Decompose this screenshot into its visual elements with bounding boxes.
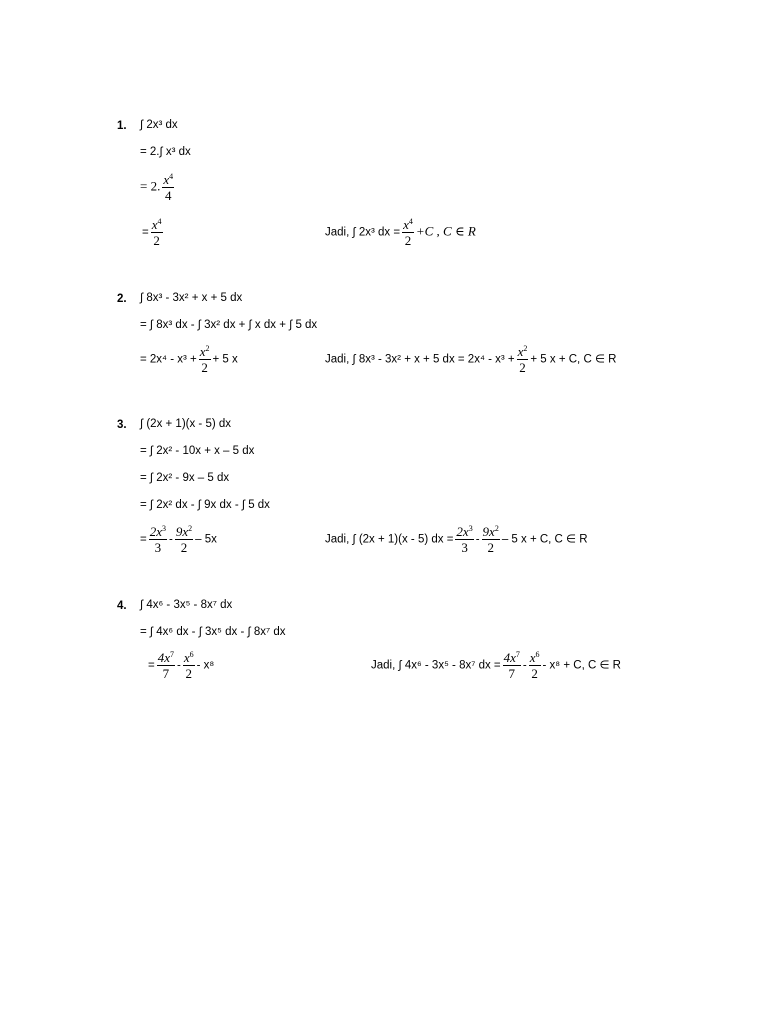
solution-step: = 2x⁴ - x³ + $\frac{x^2}{2}$ + 5 x	[140, 344, 238, 375]
problem-question: ∫ 4x⁶ - 3x⁵ - 8x⁷ dx	[140, 599, 233, 611]
fraction: $\frac{x^4}{2}$	[403, 217, 413, 248]
solution-step: = ∫ 2x² dx - ∫ 9x dx - ∫ 5 dx	[140, 499, 270, 511]
problem-question: ∫ 8x³ - 3x² + x + 5 dx	[140, 292, 243, 304]
solution-step: = 2. $\frac{x^4}{4}$	[140, 172, 174, 203]
solution-step: = ∫ 8x³ dx - ∫ 3x² dx + ∫ x dx + ∫ 5 dx	[140, 319, 318, 331]
fraction: $\frac{4x^7}{7}$	[157, 650, 174, 681]
conclusion: Jadi, ∫ 2x³ dx = $\frac{x^4}{2}$ +C , C ∈ R	[325, 217, 476, 248]
fraction: $\frac{x^2}{2}$	[199, 344, 210, 375]
solution-step: = $\frac{4x^7}{7}$ - $\frac{x^6}{2}$ - x⁸	[148, 650, 215, 681]
solution-step: = 2.∫ x³ dx	[140, 146, 191, 158]
solution-step: = ∫ 2x² - 9x – 5 dx	[140, 472, 230, 484]
fraction: $\frac{x^4}{2}$	[151, 217, 162, 248]
problem-number: 3.	[117, 419, 127, 431]
problem-number: 1.	[117, 120, 127, 132]
fraction: $\frac{2x^3}{3}$	[456, 524, 473, 555]
fraction: $\frac{x^6}{2}$	[529, 650, 540, 681]
problem-question: ∫ (2x + 1)(x - 5) dx	[140, 418, 232, 430]
solution-step: = ∫ 4x⁶ dx - ∫ 3x⁵ dx - ∫ 8x⁷ dx	[140, 626, 286, 638]
fraction: $\frac{x^2}{2}$	[517, 344, 528, 375]
fraction: $\frac{x^6}{2}$	[183, 650, 194, 681]
fraction: $\frac{9x^2}{2}$	[175, 524, 193, 555]
fraction: $\frac{9x^2}{2}$	[482, 524, 499, 555]
problem-number: 2.	[117, 293, 127, 305]
solution-step: = ∫ 2x² - 10x + x – 5 dx	[140, 445, 255, 457]
fraction: $\frac{x^4}{4}$	[163, 172, 174, 203]
conclusion: Jadi, ∫ 4x⁶ - 3x⁵ - 8x⁷ dx = $\frac{4x^7}{7}$ - $\frac{x^6}{2}$ - x⁸ + C, C ∈ R	[371, 650, 621, 681]
conclusion: Jadi, ∫ (2x + 1)(x - 5) dx = $\frac{2x^3}{3}$ - $\frac{9x^2}{2}$ – 5 x + C, C ∈ R	[325, 524, 588, 555]
fraction: $\frac{2x^3}{3}$	[149, 524, 166, 555]
fraction: $\frac{4x^7}{7}$	[503, 650, 520, 681]
conclusion: Jadi, ∫ 8x³ - 3x² + x + 5 dx = 2x⁴ - x³ + $\frac{x^2}{2}$ + 5 x + C, C ∈ R	[325, 344, 617, 375]
problem-question: ∫ 2x³ dx	[140, 119, 178, 131]
solution-step: = $\frac{x^4}{2}$	[142, 217, 162, 248]
solution-step: = $\frac{2x^3}{3}$ - $\frac{9x^2}{2}$ – 5x	[140, 524, 217, 555]
problem-number: 4.	[117, 600, 127, 612]
